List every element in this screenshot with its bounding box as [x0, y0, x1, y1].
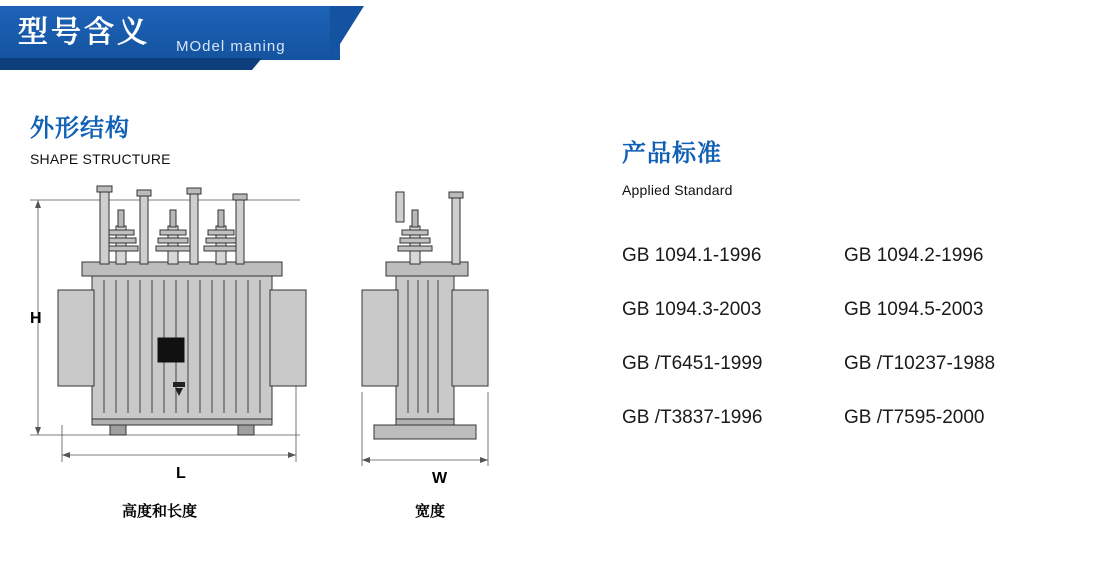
dimension-label-height: H: [30, 310, 42, 327]
standard-item: GB /T6451-1999: [622, 353, 763, 374]
standard-item: GB /T7595-2000: [844, 407, 985, 428]
standard-item: GB /T3837-1996: [622, 407, 763, 428]
standard-item: GB /T10237-1988: [844, 353, 996, 374]
banner-dark-slope: [252, 58, 262, 70]
banner-blue-slope: [330, 6, 364, 60]
dimension-label-length: L: [176, 465, 186, 482]
banner-dark-band: [0, 58, 252, 70]
standard-item: GB 1094.1-1996: [622, 245, 762, 266]
standard-item: GB 1094.3-2003: [622, 299, 762, 320]
applied-standard-heading-group: [622, 133, 733, 198]
transformer-drawings: [0, 170, 600, 540]
front-view-caption: 高度和长度: [122, 503, 198, 520]
header-banner: [0, 0, 1100, 72]
shape-structure-heading-cn: 外形结构: [30, 115, 130, 142]
applied-standard-heading-en: Applied Standard: [622, 182, 733, 198]
shape-structure-heading-en: SHAPE STRUCTURE: [30, 151, 171, 167]
standards-list: [622, 245, 1082, 429]
page-title-en: MOdel maning: [176, 38, 286, 55]
transformer-svg: [0, 170, 600, 540]
standard-item: GB 1094.2-1996: [844, 245, 984, 266]
dimension-label-width: W: [432, 470, 448, 487]
standard-item: GB 1094.5-2003: [844, 299, 984, 320]
applied-standard-heading-cn: 产品标准: [622, 140, 722, 167]
page-title-cn: 型号含义: [18, 16, 150, 49]
side-view-caption: 宽度: [415, 503, 446, 520]
shape-structure-heading-group: [30, 108, 171, 167]
